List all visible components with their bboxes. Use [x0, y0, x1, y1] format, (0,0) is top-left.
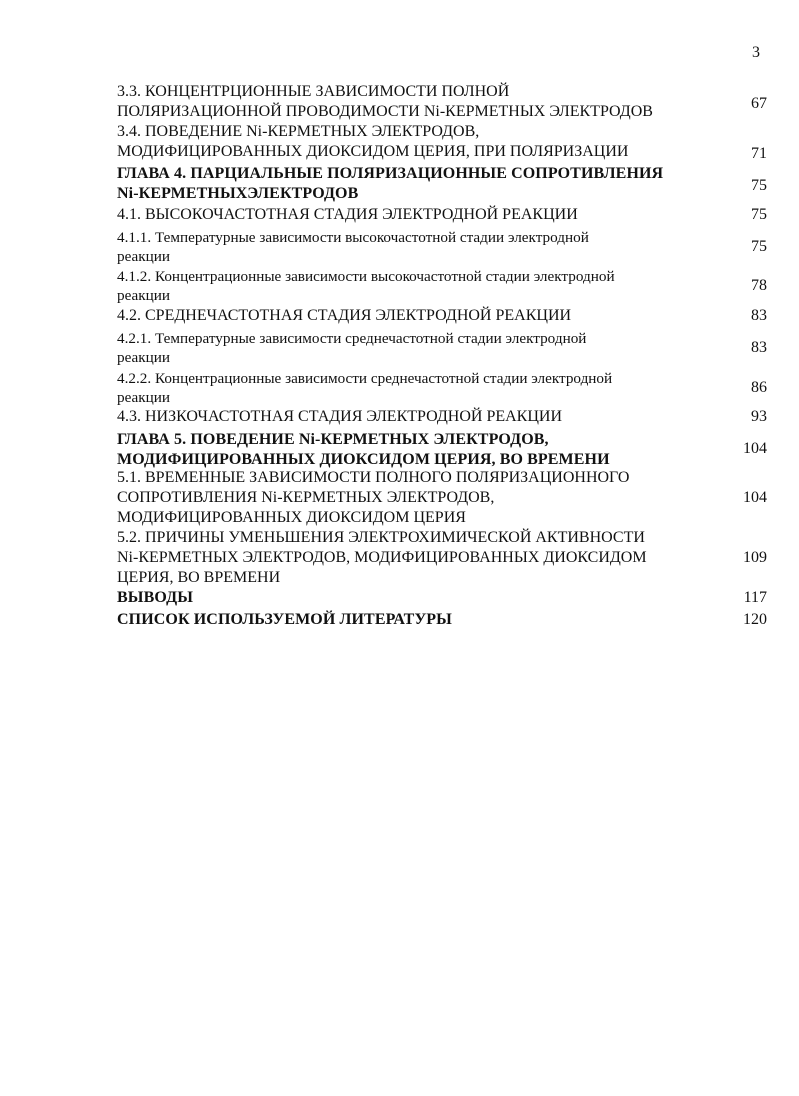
toc-entry-3-3 — [117, 82, 799, 122]
toc-entry-page: 78 — [751, 277, 767, 294]
toc-entry-page: 86 — [751, 379, 767, 396]
toc-entry-4-2-1 — [117, 329, 799, 369]
toc-entry-title: 4.1. ВЫСОКОЧАСТОТНАЯ СТАДИЯ ЭЛЕКТРОДНОЙ РЕАКЦИИ — [117, 206, 578, 223]
toc-entry-title: 4.2. СРЕДНЕЧАСТОТНАЯ СТАДИЯ ЭЛЕКТРОДНОЙ РЕАКЦИИ — [117, 307, 572, 324]
toc-entry-3-4 — [117, 122, 799, 162]
toc-entry-page: 104 — [743, 440, 767, 457]
toc-entry-page: 104 — [743, 489, 767, 506]
toc-entry-5-2 — [117, 528, 799, 588]
toc-entry-conclusions — [117, 588, 799, 608]
toc-entry-title: 4.3. НИЗКОЧАСТОТНАЯ СТАДИЯ ЭЛЕКТРОДНОЙ РЕАКЦИИ — [117, 408, 563, 425]
toc-entry-4-1-2 — [117, 267, 799, 307]
toc-entry-title: 4.2.1. Температурные зависимости среднечастотной стадии электродной реакции — [117, 330, 587, 366]
toc-entry-page: 93 — [751, 408, 767, 425]
toc-entry-title: 5.2. ПРИЧИНЫ УМЕНЬШЕНИЯ ЭЛЕКТРОХИМИЧЕСКОЙ АКТИВНОСТИ Ni-КЕРМЕТНЫХ ЭЛЕКТРОДОВ, МОДИФИЦИРОВАННЫХ ДИОКСИДОМ ЦЕРИЯ, ВО ВРЕМЕНИ — [117, 529, 647, 586]
page-number: 3 — [752, 44, 760, 61]
toc-entry-references — [117, 610, 799, 630]
toc-entry-page: 75 — [751, 177, 767, 194]
toc-entry-page: 67 — [751, 95, 767, 112]
toc-entry-4-3 — [117, 407, 799, 427]
toc-entry-4-2-2 — [117, 369, 799, 409]
toc-entry-title: ВЫВОДЫ — [117, 589, 194, 606]
toc-entry-page: 109 — [743, 549, 767, 566]
toc-entry-title: 3.4. ПОВЕДЕНИЕ Ni-КЕРМЕТНЫХ ЭЛЕКТРОДОВ, МОДИФИЦИРОВАННЫХ ДИОКСИДОМ ЦЕРИЯ, ПРИ ПОЛЯРИЗАЦИИ — [117, 123, 629, 160]
toc-entry-title: 4.1.1. Температурные зависимости высокочастотной стадии электродной реакции — [117, 229, 589, 265]
toc-entry-page: 120 — [743, 611, 767, 628]
toc-entry-4-2 — [117, 306, 799, 326]
toc-entry-page: 75 — [751, 238, 767, 255]
toc-entry-page: 71 — [751, 145, 767, 162]
toc-entry-page: 83 — [751, 307, 767, 324]
toc-entry-title: ГЛАВА 4. ПАРЦИАЛЬНЫЕ ПОЛЯРИЗАЦИОННЫЕ СОПРОТИВЛЕНИЯ Ni-КЕРМЕТНЫХЭЛЕКТРОДОВ — [117, 165, 664, 202]
toc-entry-page: 75 — [751, 206, 767, 223]
toc-entry-title: 3.3. КОНЦЕНТРЦИОННЫЕ ЗАВИСИМОСТИ ПОЛНОЙ ПОЛЯРИЗАЦИОННОЙ ПРОВОДИМОСТИ Ni-КЕРМЕТНЫХ ЭЛЕКТРОДОВ — [117, 83, 653, 120]
toc-entry-chapter-5 — [117, 430, 799, 470]
toc-entry-5-1 — [117, 468, 799, 528]
toc-entry-title: 4.2.2. Концентрационные зависимости среднечастотной стадии электродной реакции — [117, 370, 613, 406]
toc-entry-title: ГЛАВА 5. ПОВЕДЕНИЕ Ni-КЕРМЕТНЫХ ЭЛЕКТРОДОВ, МОДИФИЦИРОВАННЫХ ДИОКСИДОМ ЦЕРИЯ, ВО ВРЕМЕНИ — [117, 431, 610, 468]
toc-entry-page: 83 — [751, 339, 767, 356]
toc-entry-title: СПИСОК ИСПОЛЬЗУЕМОЙ ЛИТЕРАТУРЫ — [117, 611, 452, 628]
toc-entry-page: 117 — [743, 589, 767, 606]
toc-entry-4-1-1 — [117, 228, 799, 268]
toc-entry-title: 5.1. ВРЕМЕННЫЕ ЗАВИСИМОСТИ ПОЛНОГО ПОЛЯРИЗАЦИОННОГО СОПРОТИВЛЕНИЯ Ni-КЕРМЕТНЫХ ЭЛЕКТРОДОВ, МОДИФИЦИРОВАННЫХ ДИОКСИДОМ ЦЕРИЯ — [117, 469, 630, 526]
toc-entry-chapter-4 — [117, 164, 799, 204]
toc-entry-title: 4.1.2. Концентрационные зависимости высокочастотной стадии электродной реакции — [117, 268, 615, 304]
toc-entry-4-1 — [117, 205, 799, 225]
